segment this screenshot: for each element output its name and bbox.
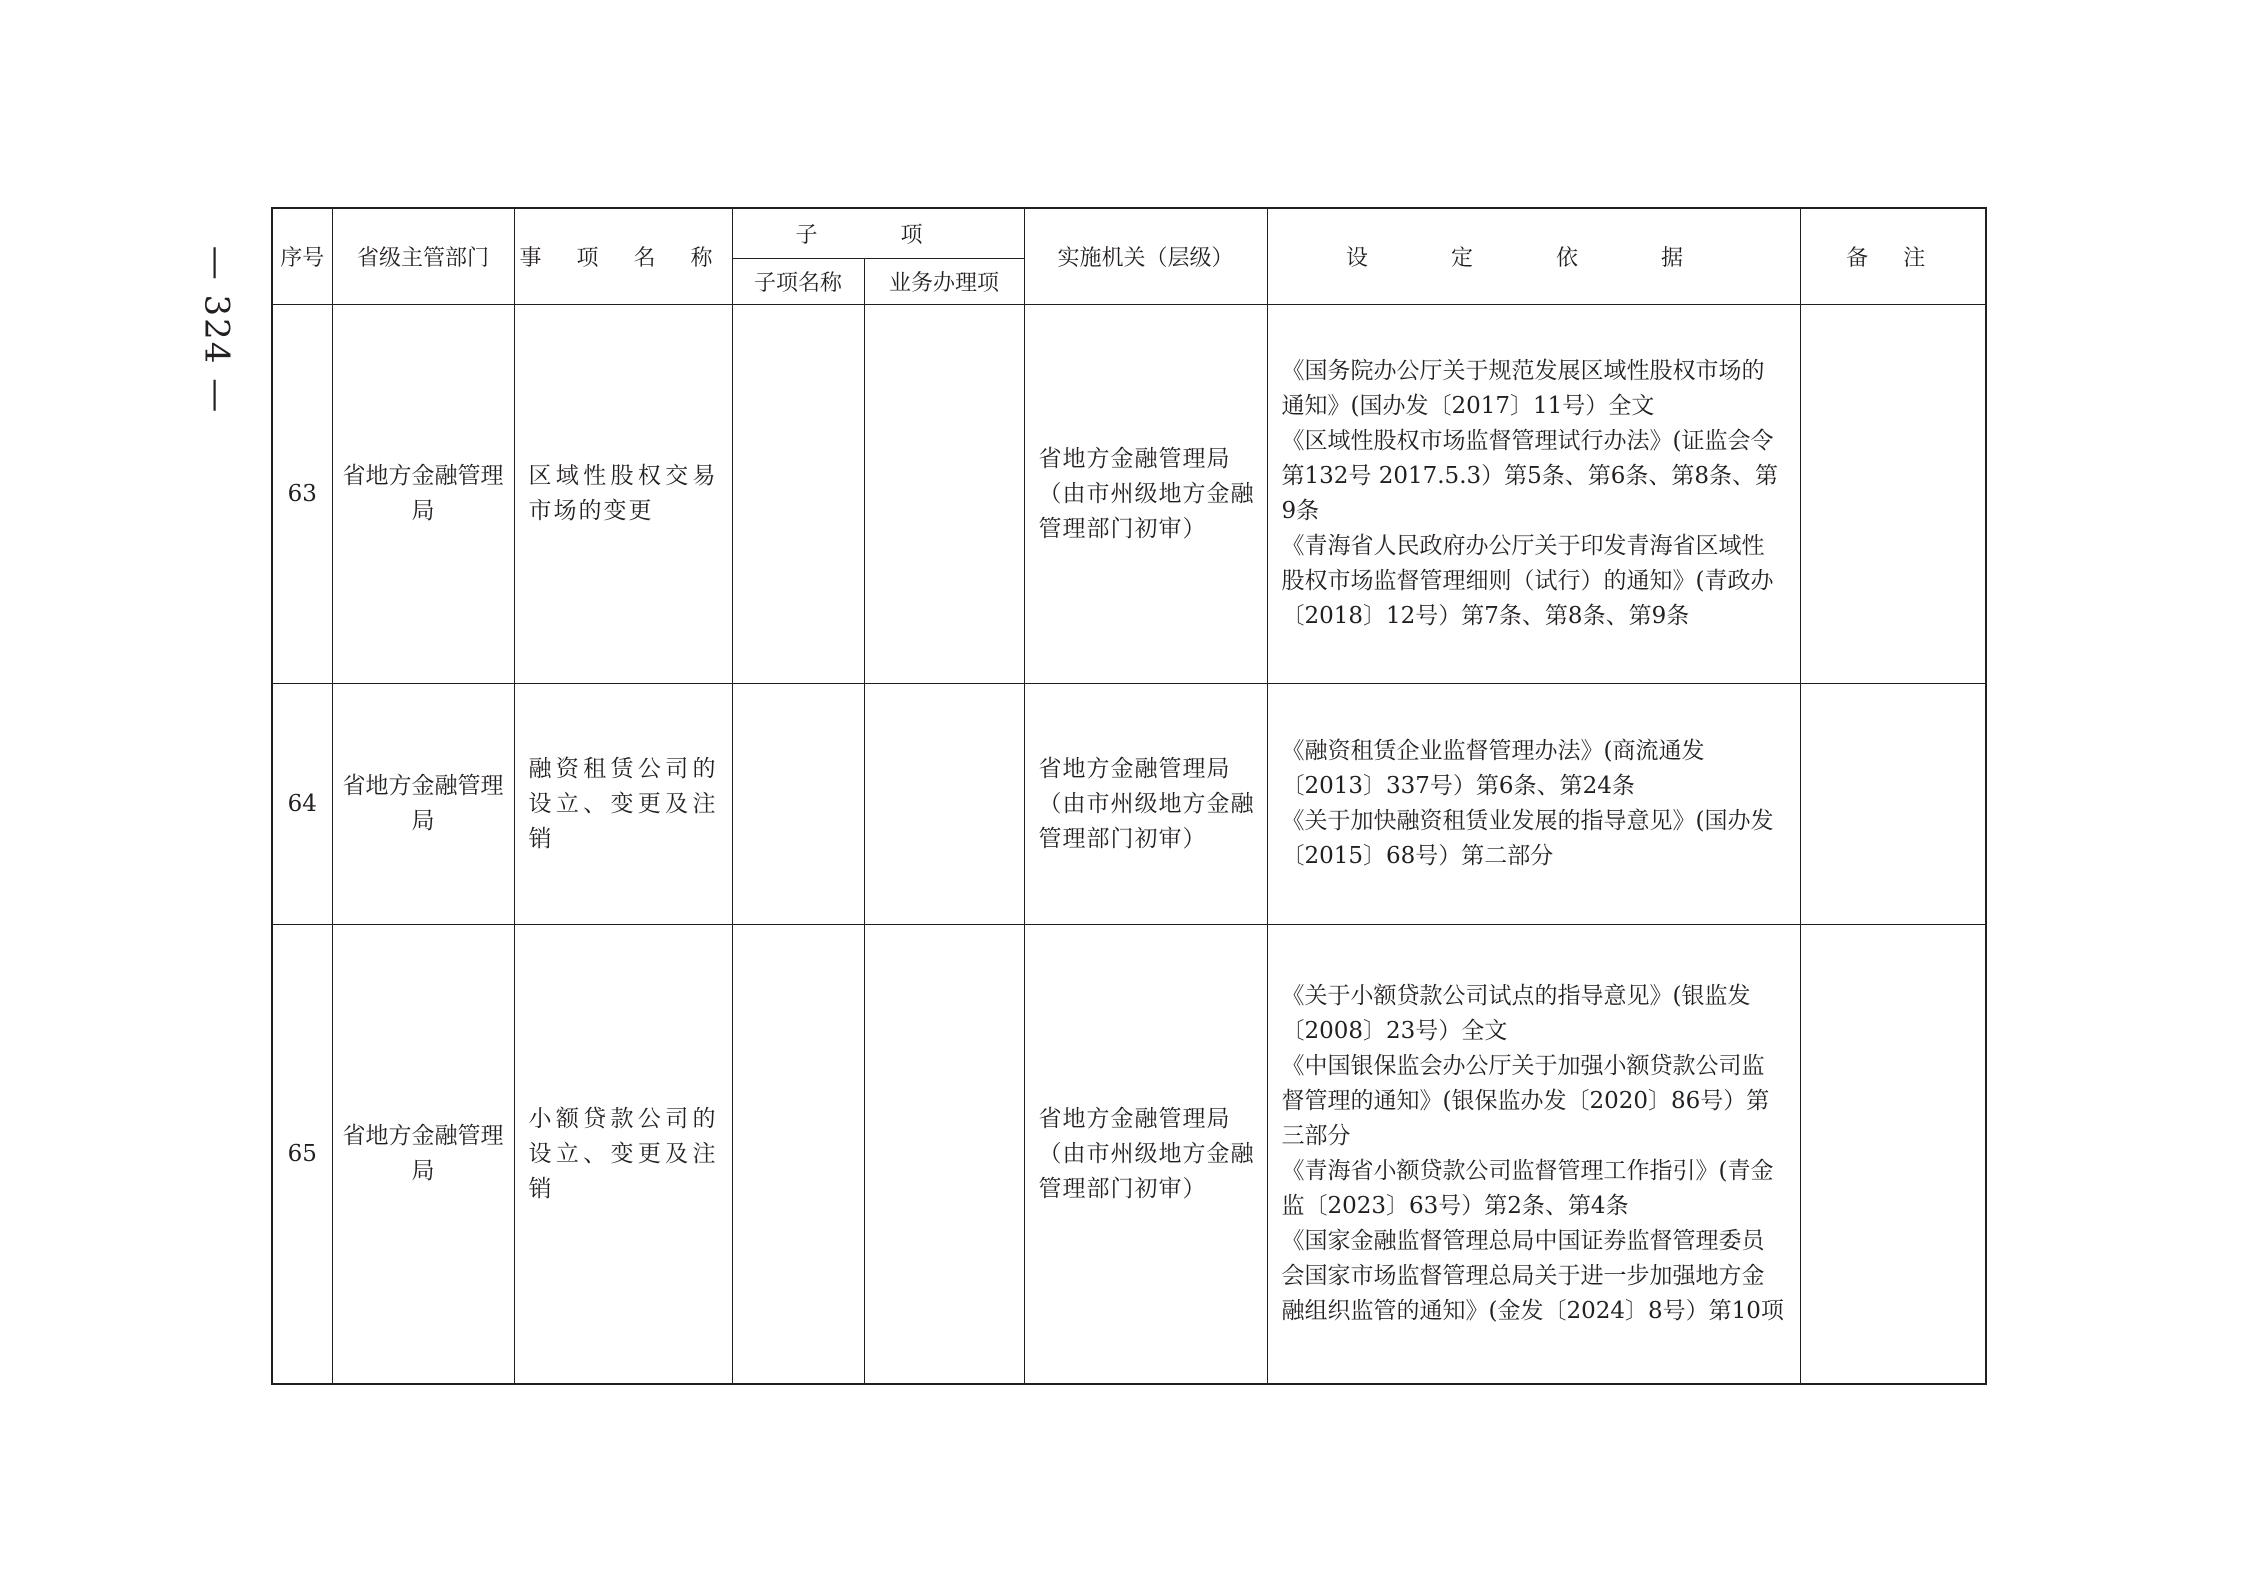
cell-business-item <box>864 305 1024 684</box>
cell-basis <box>1267 305 1800 684</box>
basis-line: 《国务院办公厅关于规范发展区域性股权市场的通知》(国办发〔2017〕11号）全文 <box>1281 358 1765 419</box>
cell-basis <box>1267 684 1800 925</box>
cell-sub-item-name <box>732 305 864 684</box>
header-basis: 设 定 依 据 <box>1267 208 1800 305</box>
cell-item-name: 区域性股权交易市场的变更 <box>514 305 732 684</box>
header-implementing-org: 实施机关（层级） <box>1024 208 1267 305</box>
header-sub-item: 子 项 <box>732 208 1024 259</box>
matters-table <box>271 207 1987 1385</box>
header-seq: 序号 <box>272 208 332 305</box>
table-row <box>272 925 1986 1385</box>
cell-dept: 省地方金融管理局 <box>332 684 514 925</box>
basis-line: 《中国银保监会办公厅关于加强小额贷款公司监督管理的通知》(银保监办发〔2020〕86号）第三部分 <box>1281 1053 1770 1149</box>
table-body <box>272 305 1986 1385</box>
header-business-item: 业务办理项 <box>864 259 1024 305</box>
table-header <box>272 208 1986 305</box>
header-item-name: 事 项 名 称 <box>514 208 732 305</box>
page-number <box>196 240 236 420</box>
cell-implementing-org: 省地方金融管理局（由市州级地方金融管理部门初审） <box>1024 684 1267 925</box>
cell-dept: 省地方金融管理局 <box>332 925 514 1385</box>
cell-remarks <box>1800 684 1986 925</box>
cell-seq: 65 <box>272 925 332 1385</box>
cell-business-item <box>864 684 1024 925</box>
header-sub-item-name: 子项名称 <box>732 259 864 305</box>
header-dept: 省级主管部门 <box>332 208 514 305</box>
basis-line: 《融资租赁企业监督管理办法》(商流通发〔2013〕337号）第6条、第24条 <box>1281 738 1705 799</box>
cell-implementing-org: 省地方金融管理局（由市州级地方金融管理部门初审） <box>1024 305 1267 684</box>
cell-business-item <box>864 925 1024 1385</box>
cell-implementing-org: 省地方金融管理局（由市州级地方金融管理部门初审） <box>1024 925 1267 1385</box>
cell-seq: 63 <box>272 305 332 684</box>
basis-line: 《国家金融监督管理总局中国证券监督管理委员会国家市场监督管理总局关于进一步加强地方金融组织监管的通知》(金发〔2024〕8号）第10项 <box>1281 1228 1784 1324</box>
basis-line: 《区域性股权市场监督管理试行办法》(证监会令第132号 2017.5.3）第5条、第6条、第8条、第9条 <box>1281 428 1779 524</box>
cell-dept: 省地方金融管理局 <box>332 305 514 684</box>
cell-basis <box>1267 925 1800 1385</box>
cell-item-name: 融资租赁公司的设立、变更及注销 <box>514 684 732 925</box>
cell-sub-item-name <box>732 684 864 925</box>
basis-line: 《关于加快融资租赁业发展的指导意见》(国办发〔2015〕68号）第二部分 <box>1281 808 1774 869</box>
cell-remarks <box>1800 305 1986 684</box>
header-remarks: 备 注 <box>1800 208 1986 305</box>
basis-line: 《青海省人民政府办公厅关于印发青海省区域性股权市场监督管理细则（试行）的通知》(青政办〔2018〕12号）第7条、第8条、第9条 <box>1281 533 1774 629</box>
basis-line: 《青海省小额贷款公司监督管理工作指引》(青金监〔2023〕63号）第2条、第4条 <box>1281 1158 1774 1219</box>
table-row <box>272 305 1986 684</box>
basis-line: 《关于小额贷款公司试点的指导意见》(银监发〔2008〕23号）全文 <box>1281 983 1751 1044</box>
cell-item-name: 小额贷款公司的设立、变更及注销 <box>514 925 732 1385</box>
page-number-text: — 324 — <box>196 245 237 415</box>
cell-remarks <box>1800 925 1986 1385</box>
cell-seq: 64 <box>272 684 332 925</box>
table-row <box>272 684 1986 925</box>
cell-sub-item-name <box>732 925 864 1385</box>
